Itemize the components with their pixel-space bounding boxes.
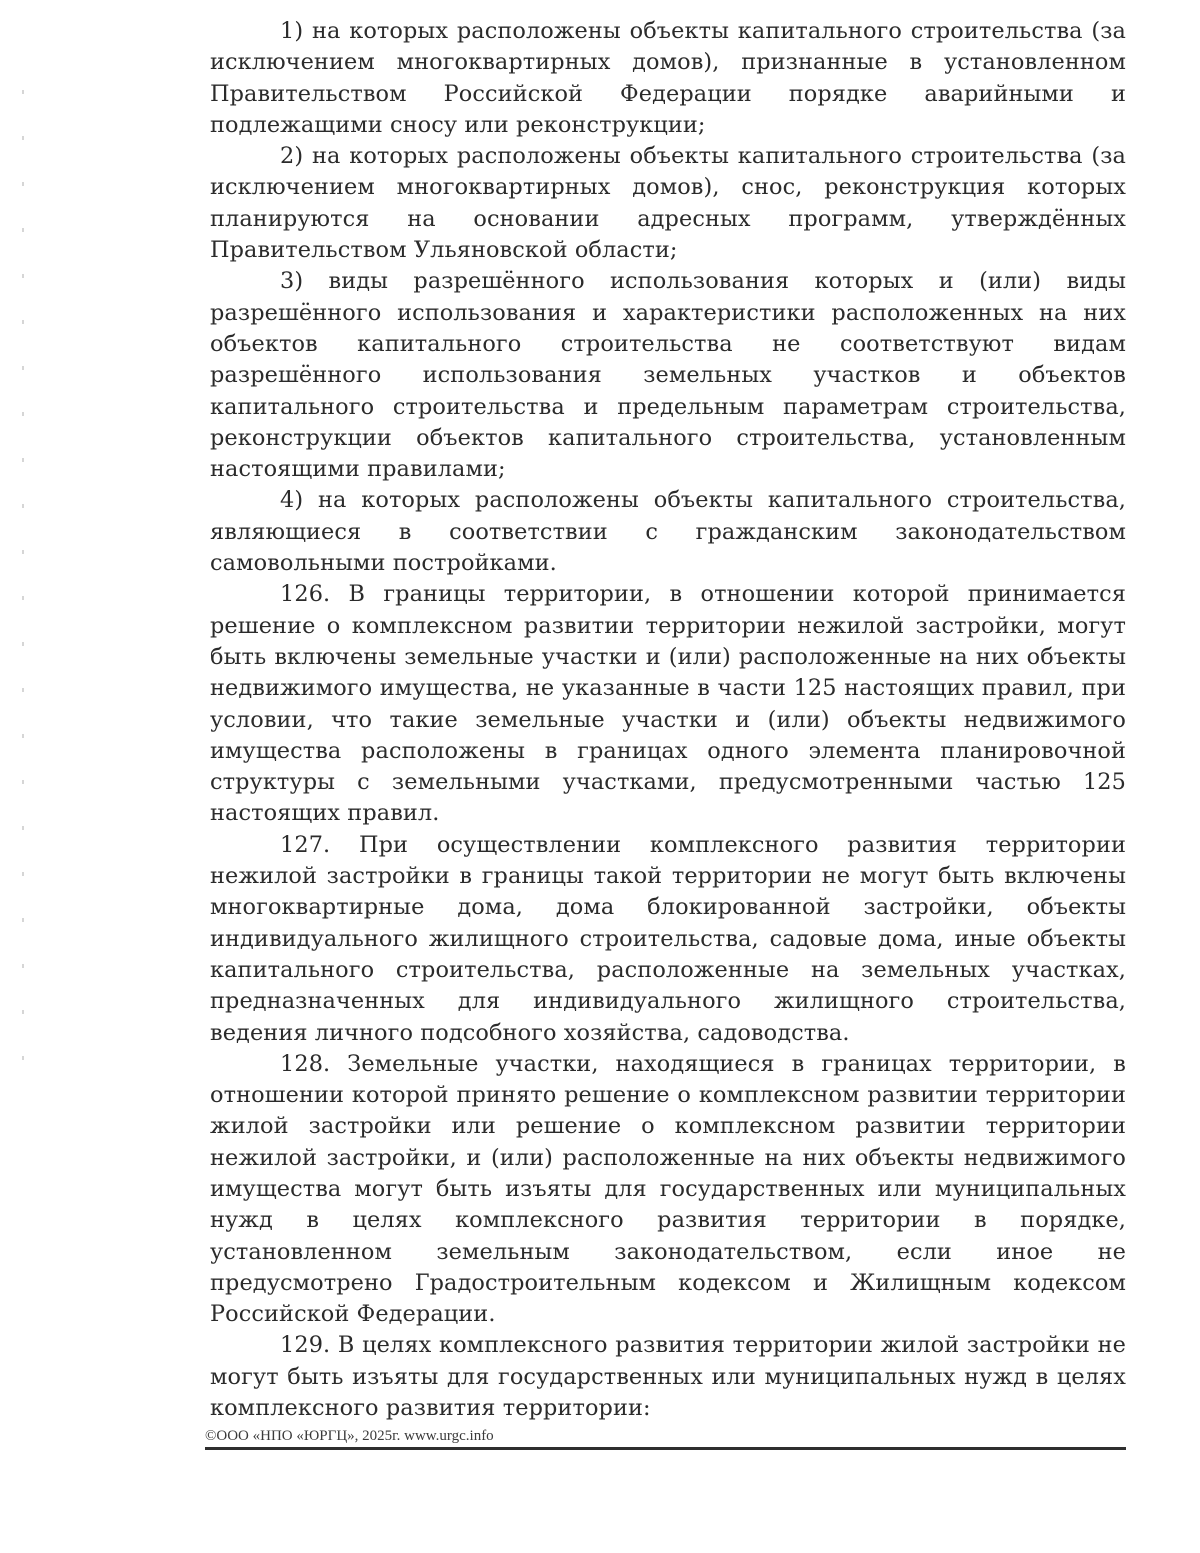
footer-divider	[205, 1447, 1126, 1450]
paragraph-128: 128. Земельные участки, находящиеся в границах территории, в отношении которой принято решение о комплексном развитии территории жилой застройки или решение о комплексном развитии территории нежилой застройки, и (или) расположенные на них объекты недвижимого имущества могут быть изъяты для государственных или муниципальных нужд в целях комплексного развития территории в порядке, установленном земельным законодательством, если иное не предусмотрено Градостроительным кодексом и Жилищным кодексом Российской Федерации.	[210, 1050, 1126, 1328]
footer-copyright: ©ООО «НПО «ЮРГЦ», 2025г. www.urgc.info	[205, 1428, 494, 1444]
list-item-4: 4) на которых расположены объекты капитального строительства, являющиеся в соответствии с гражданским законодательством самовольными постройками.	[210, 487, 1126, 577]
paragraph-126: 126. В границы территории, в отношении которой принимается решение о комплексном развитии территории нежилой застройки, могут быть включены земельные участки и (или) расположенные на них объекты недвижимого имущества, не указанные в части 125 настоящих правил, при условии, что такие земельные участки и (или) объекты недвижимого имущества расположены в границах одного элемента планировочной структуры с земельными участками, предусмотренными частью 125 настоящих правил.	[210, 581, 1126, 827]
list-item-3: 3) виды разрешённого использования которых и (или) виды разрешённого использования и характеристики расположенных на них объектов капитального строительства не соответствуют видам разрешённого использования земельных участков и объектов капитального строительства и предельным параметрам строительства, реконструкции объектов капитального строительства, установленным настоящими правилами;	[210, 268, 1126, 483]
page-footer	[205, 1427, 1126, 1450]
paragraph-129: 129. В целях комплексного развития территории жилой застройки не могут быть изъяты для государственных или муниципальных нужд в целях комплексного развития территории:	[210, 1332, 1126, 1422]
paragraph-127: 127. При осуществлении комплексного развития территории нежилой застройки в границы такой территории не могут быть включены многоквартирные дома, дома блокированной застройки, объекты индивидуального жилищного строительства, садовые дома, иные объекты капитального строительства, расположенные на земельных участках, предназначенных для индивидуального жилищного строительства, ведения личного подсобного хозяйства, садоводства.	[210, 831, 1126, 1046]
list-item-2: 2) на которых расположены объекты капитального строительства (за исключением многоквартирных домов), снос, реконструкция которых планируются на основании адресных программ, утверждённых Правительством Ульяновской области;	[210, 143, 1126, 264]
list-item-1: 1) на которых расположены объекты капитального строительства (за исключением многоквартирных домов), признанные в установленном Правительством Российской Федерации порядке аварийными и подлежащими сносу или реконструкции;	[210, 18, 1126, 138]
scan-edge-marks	[22, 90, 24, 1090]
document-body	[210, 16, 1126, 1424]
